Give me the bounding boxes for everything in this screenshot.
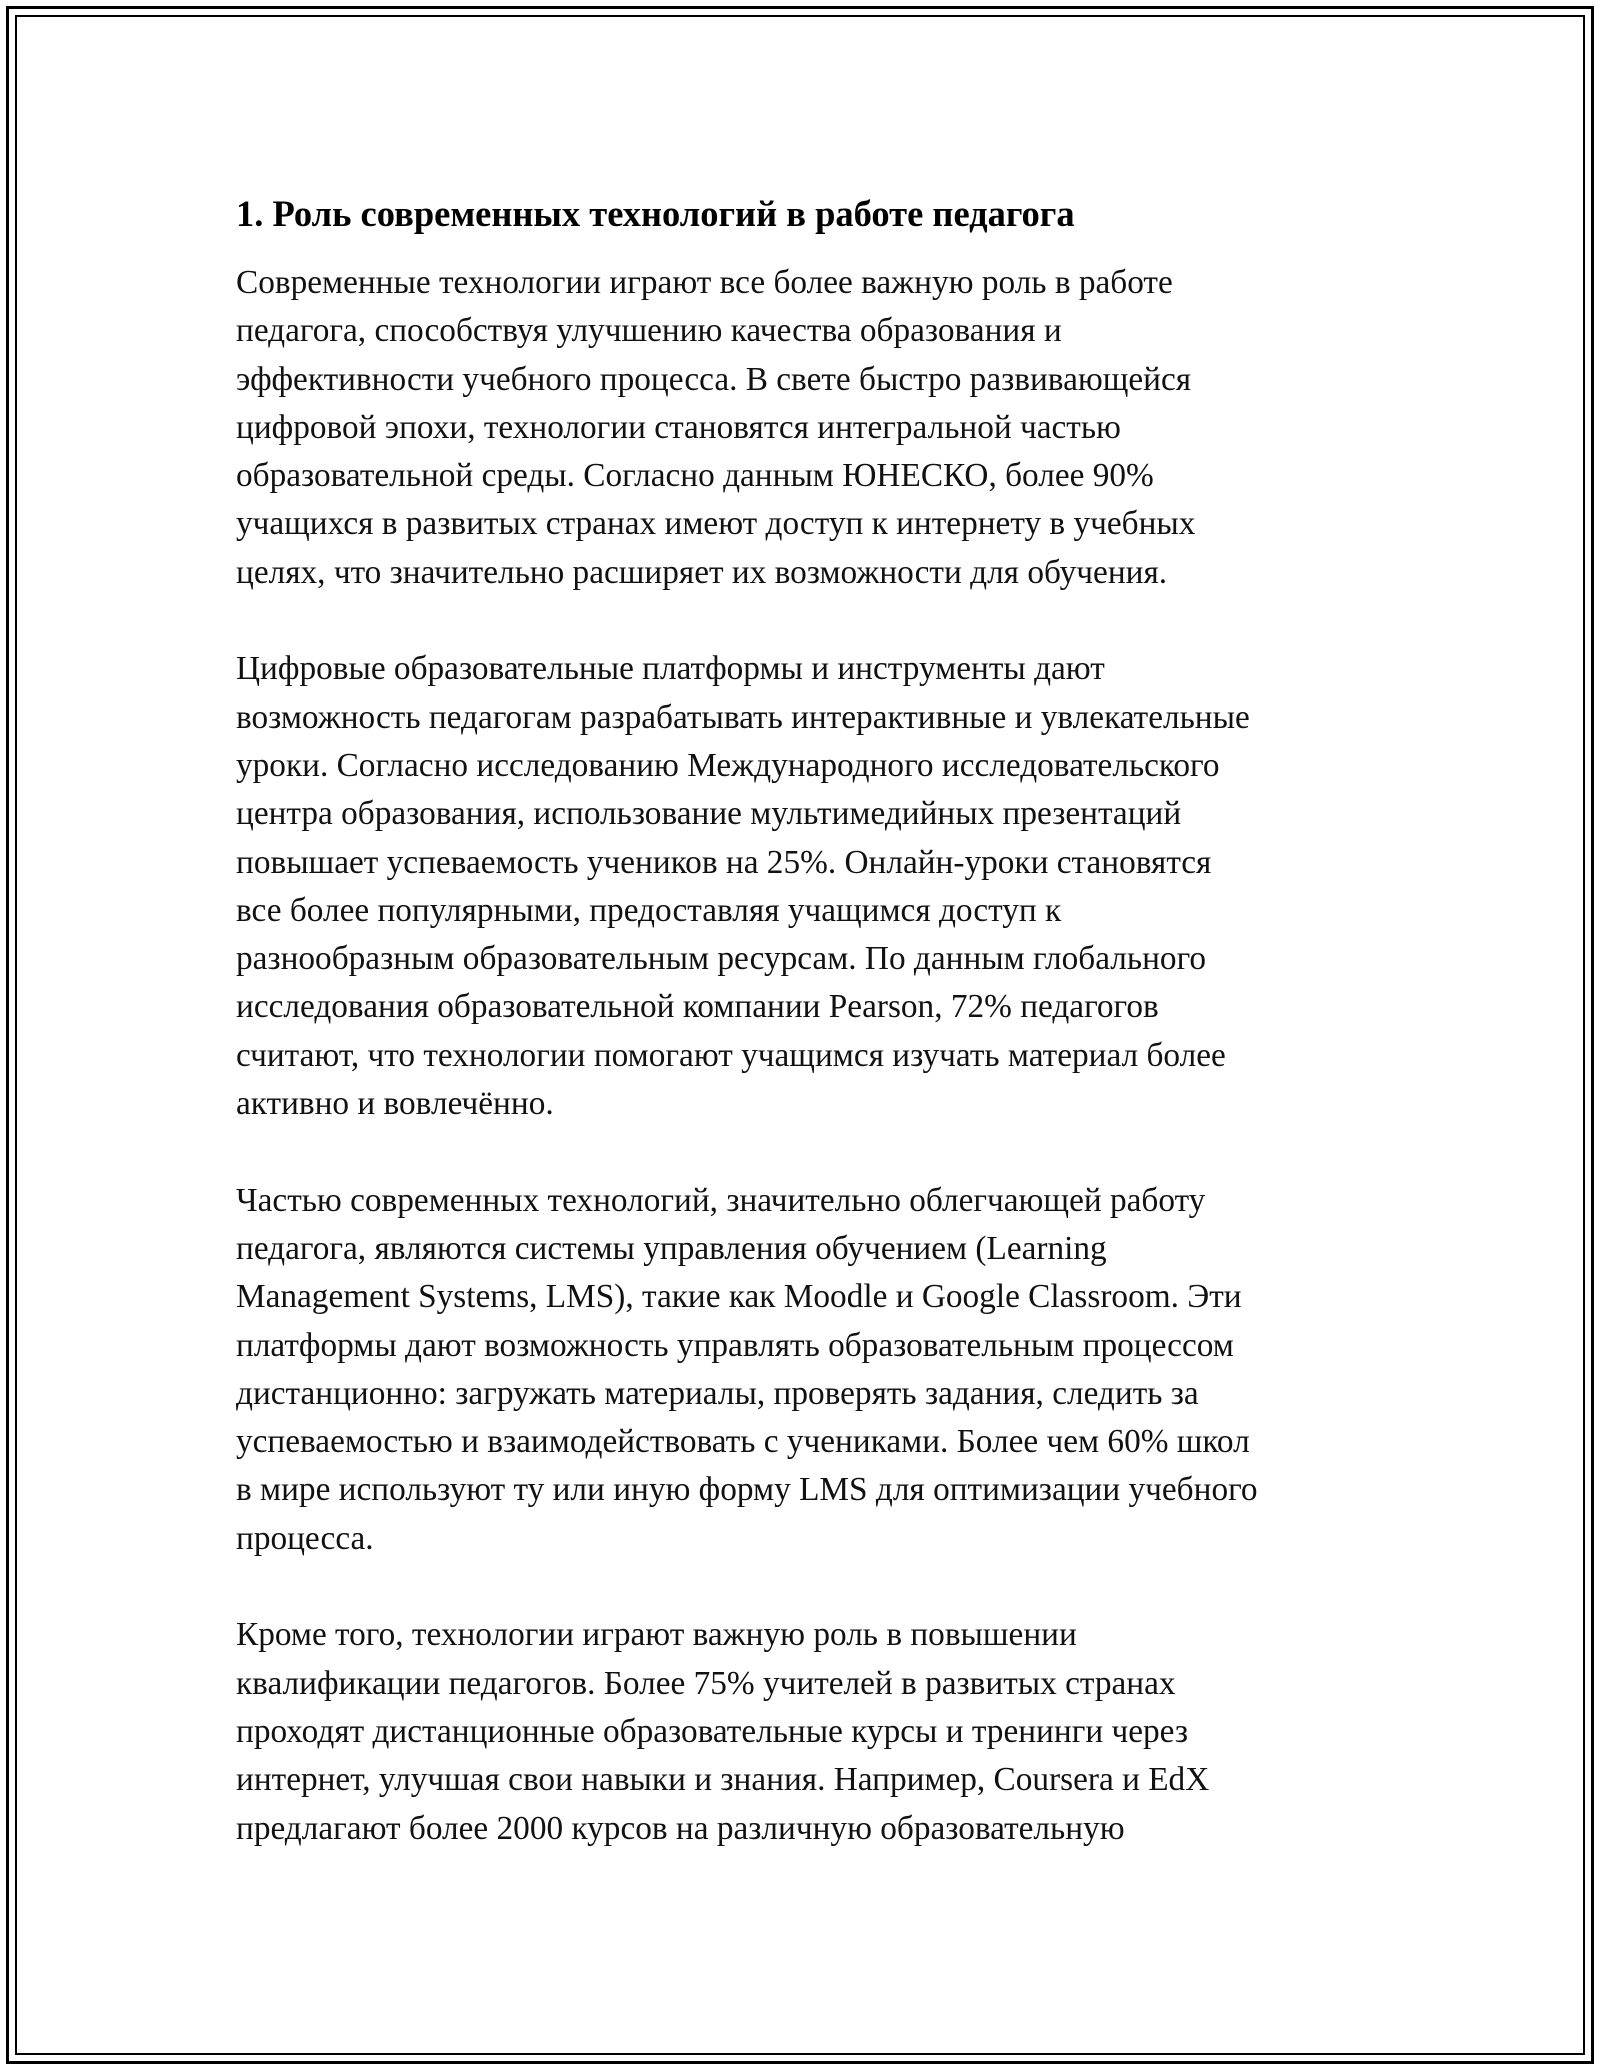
paragraph-line: в мире используют ту или иную форму LMS для оптимизации учебного — [236, 1471, 1258, 1509]
paragraph-line: цифровой эпохи, технологии становятся интегральной частью — [236, 408, 1121, 446]
paragraph-line: исследования образовательной компании Pearson, 72% педагогов — [236, 988, 1159, 1026]
paragraph-line: считают, что технологии помогают учащимся изучать материал более — [236, 1036, 1226, 1074]
paragraph-3 — [236, 1177, 1376, 1563]
paragraph-line: активно и вовлечённо. — [236, 1085, 554, 1123]
paragraph-line: педагога, способствуя улучшению качества образования и — [236, 312, 1062, 350]
paragraph-line: Кроме того, технологии играют важную роль в повышении — [236, 1616, 1077, 1654]
paragraph-line: уроки. Согласно исследованию Международного исследовательского — [236, 746, 1220, 784]
paragraph-line: эффективности учебного процесса. В свете быстро развивающейся — [236, 360, 1192, 398]
paragraph-line: возможность педагогам разрабатывать интерактивные и увлекательные — [236, 698, 1250, 736]
paragraph-line: предлагают более 2000 курсов на различную образовательную — [236, 1809, 1125, 1847]
paragraph-line: проходят дистанционные образовательные курсы и тренинги через — [236, 1712, 1189, 1750]
paragraph-line: квалификации педагогов. Более 75% учителей в развитых странах — [236, 1664, 1176, 1702]
paragraph-line: педагога, являются системы управления обучением (Learning — [236, 1229, 1107, 1267]
paragraph-line: образовательной среды. Согласно данным ЮНЕСКО, более 90% — [236, 457, 1154, 495]
paragraph-line: процесса. — [236, 1519, 374, 1557]
paragraph-line: интернет, улучшая свои навыки и знания. Например, Coursera и EdX — [236, 1761, 1210, 1799]
paragraph-line: успеваемостью и взаимодействовать с учениками. Более чем 60% школ — [236, 1423, 1250, 1461]
paragraph-line: центра образования, использование мультимедийных презентаций — [236, 795, 1182, 833]
paragraph-line: Цифровые образовательные платформы и инструменты дают — [236, 650, 1105, 688]
paragraph-line: разнообразным образовательным ресурсам. По данным глобального — [236, 940, 1207, 978]
paragraph-1 — [236, 259, 1376, 597]
paragraph-line: учащихся в развитых странах имеют доступ к интернету в учебных — [236, 505, 1196, 543]
section-heading: 1. Роль современных технологий в работе педагога — [236, 193, 1075, 234]
document-body — [236, 188, 1376, 1901]
paragraph-line: Частью современных технологий, значительно облегчающей работу — [236, 1181, 1206, 1219]
paragraph-line: дистанционно: загружать материалы, проверять задания, следить за — [236, 1374, 1199, 1412]
paragraph-2 — [236, 645, 1376, 1128]
paragraph-line: платформы дают возможность управлять образовательным процессом — [236, 1326, 1234, 1364]
paragraph-line: Современные технологии играют все более важную роль в работе — [236, 264, 1173, 301]
paragraph-line: Management Systems, LMS), такие как Moodle и Google Classroom. Эти — [236, 1278, 1242, 1316]
paragraph-4 — [236, 1611, 1376, 1852]
paragraph-line: повышает успеваемость учеников на 25%. Онлайн-уроки становятся — [236, 843, 1212, 881]
paragraph-line: целях, что значительно расширяет их возможности для обучения. — [236, 553, 1168, 591]
paragraph-line: все более популярными, предоставляя учащимся доступ к — [236, 891, 1062, 929]
